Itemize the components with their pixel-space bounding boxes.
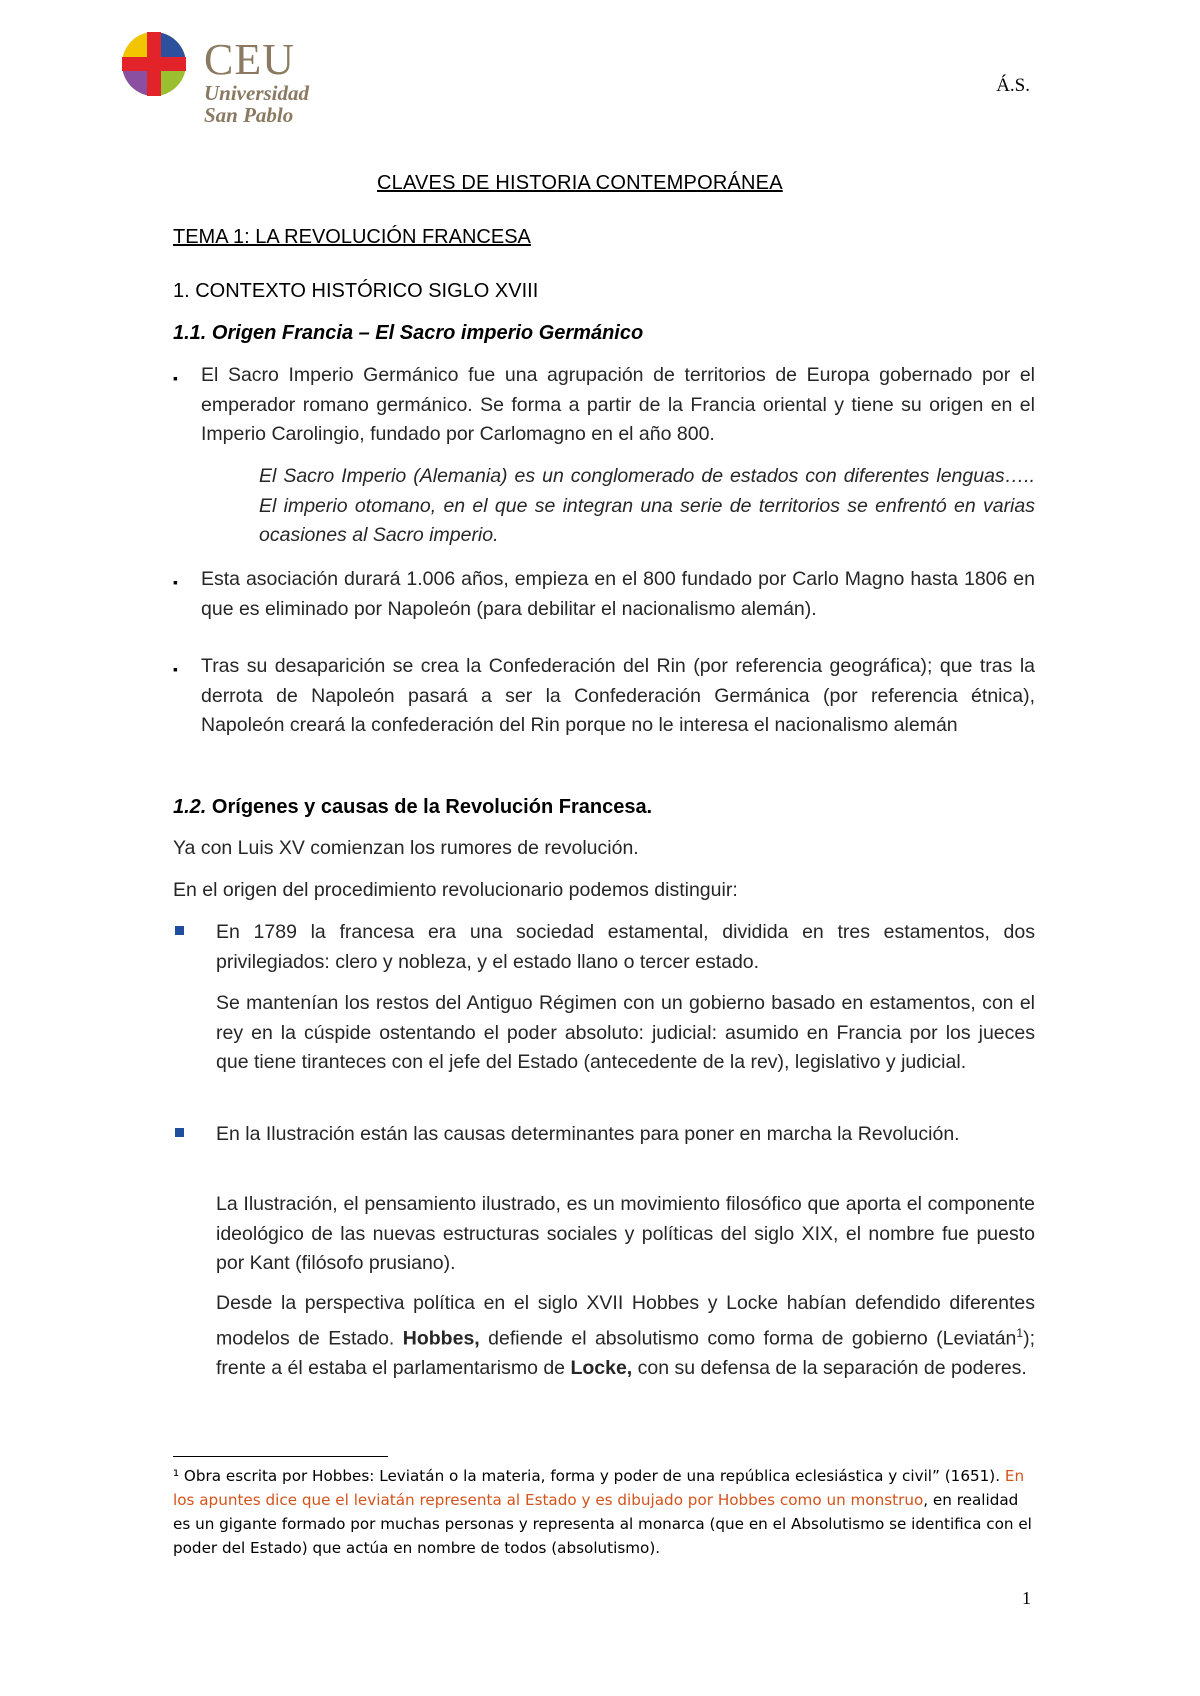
logo-ceu: CEU (204, 35, 295, 84)
hobbes-bold: Hobbes, (402, 1327, 480, 1349)
text: ); frente a él estaba el parlamentarismo de (216, 1327, 1036, 1379)
author-initials: Á.S. (996, 75, 1030, 96)
tema-heading: TEMA 1: LA REVOLUCIÓN FRANCESA (173, 226, 531, 248)
paragraph: Ya con Luis XV comienzan los rumores de revolución. (173, 837, 639, 859)
bullet-marker: ▪ (173, 574, 178, 590)
subsection-number: 1.2. (173, 796, 207, 818)
logo-san-pablo: San Pablo (204, 103, 294, 127)
footnote-text: , en realidad es un gigante formado por muchas personas y representa al monarca (que en el Absolutismo se identifica con el poder del Estado) que actúa en nombre de todos (absolutismo). (173, 1491, 1032, 1557)
paragraph-hobbes-locke (216, 1289, 1035, 1383)
footnote-divider (173, 1456, 388, 1457)
footnote-mark: ¹ (173, 1467, 180, 1485)
bullet-paragraph: Tras su desaparición se crea la Confederación del Rin (por referencia geográfica); que tras la derrota de Napoleón pasará a ser la Confederación Germánica (por referencia étnica), Napoleón creará la confederación del Rin porque no le interesa el nacionalismo alemán (201, 655, 1035, 736)
logo-universidad: Universidad (204, 81, 309, 105)
text: defiende el absolutismo como forma de gobierno (Leviatán (488, 1327, 1017, 1349)
footnote (173, 1464, 1035, 1560)
bullet-paragraph: El Sacro Imperio Germánico fue una agrupación de territorios de Europa gobernado por el emperador romano germánico. Se forma a partir de la Francia oriental y tiene su origen en el Imperio Carolingio, fundado por Carlomagno en el año 800. (201, 364, 1035, 445)
subsection-title: Orígenes y causas de la Revolución Francesa. (211, 796, 653, 818)
footnote-highlight: En los apuntes dice que el leviatán representa al Estado y es dibujado por Hobbes como un monstruo (173, 1467, 1025, 1509)
paragraph: En el origen del procedimiento revolucionario podemos distinguir: (173, 879, 738, 901)
square-bullet-icon (175, 1128, 184, 1137)
document-title: CLAVES DE HISTORIA CONTEMPORÁNEA (377, 172, 783, 194)
text: Desde la perspectiva política en el siglo XVII Hobbes y Locke habían defendido diferentes modelos de Estado. (216, 1292, 1035, 1349)
square-bullet-paragraph: En 1789 la francesa era una sociedad estamental, dividida en tres estamentos, dos privilegiados: clero y nobleza, y el estado llano o tercer estado. (216, 921, 1035, 973)
bullet-paragraph: Esta asociación durará 1.006 años, empieza en el 800 fundado por Carlo Magno hasta 1806 en que es eliminado por Napoleón (para debilitar el nacionalismo alemán). (201, 568, 1035, 620)
subsection-heading-1-1: 1.1. Origen Francia – El Sacro imperio Germánico (173, 322, 644, 344)
subsection-heading-1-2 (173, 796, 652, 819)
locke-bold: Locke, (570, 1356, 633, 1379)
bullet-marker: ▪ (173, 661, 178, 677)
university-logo (120, 30, 320, 130)
logo-text (204, 35, 309, 127)
footnote-ref[interactable]: 1 (1016, 1325, 1024, 1340)
page-number: 1 (1022, 1588, 1031, 1608)
ceu-emblem-icon (120, 30, 188, 98)
section-heading: 1. CONTEXTO HISTÓRICO SIGLO XVIII (173, 280, 539, 302)
paragraph: Se mantenían los restos del Antiguo Régimen con un gobierno basado en estamentos, con el rey en la cúspide ostentando el poder absoluto: judicial: asumido en Francia por los jueces que tiene tiranteces con el jefe del Estado (antecedente de la rev), legislativo y judicial. (216, 992, 1035, 1073)
bullet-marker: ▪ (173, 370, 178, 386)
paragraph: La Ilustración, el pensamiento ilustrado, es un movimiento filosófico que aporta el componente ideológico de las nuevas estructuras sociales y políticas del siglo XIX, el nombre fue puesto por Kant (filósofo prusiano). (216, 1193, 1035, 1274)
footnote-text: Obra escrita por Hobbes: Leviatán o la materia, forma y poder de una república eclesiástica y civil” (1651). (183, 1467, 1001, 1485)
text: con su defensa de la separación de poderes. (637, 1356, 1027, 1379)
quote-paragraph: El Sacro Imperio (Alemania) es un conglomerado de estados con diferentes lenguas….. El imperio otomano, en el que se integran una serie de territorios se enfrentó en varias ocasiones al Sacro imperio. (259, 465, 1035, 546)
square-bullet-icon (175, 926, 184, 935)
square-bullet-paragraph: En la Ilustración están las causas determinantes para poner en marcha la Revolución. (216, 1123, 960, 1145)
